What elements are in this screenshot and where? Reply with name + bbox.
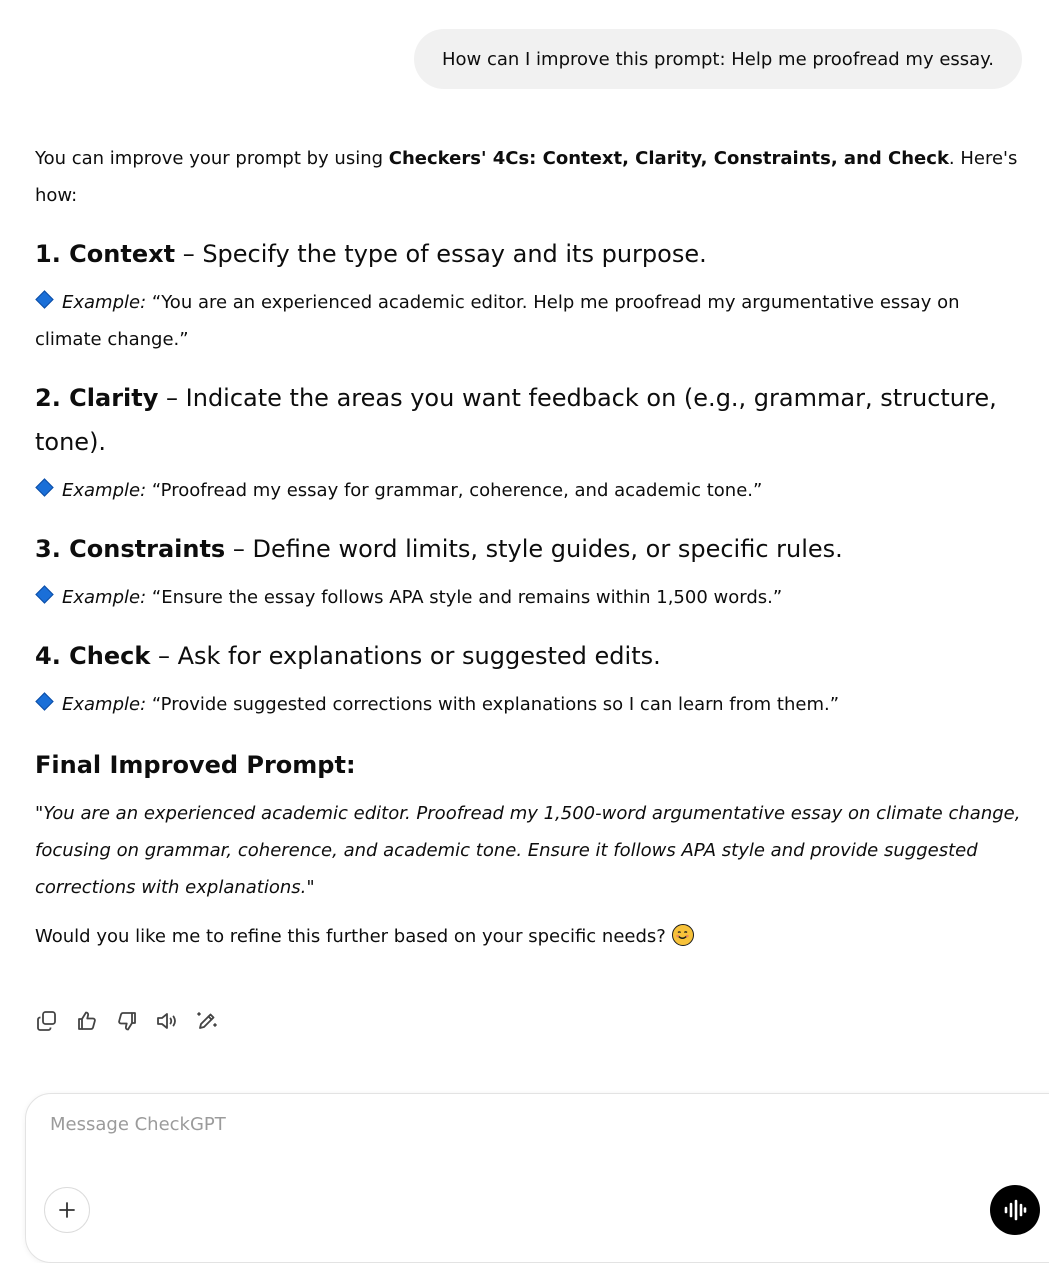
read-aloud-button[interactable] <box>155 1005 195 1037</box>
copy-button[interactable] <box>35 1005 75 1037</box>
final-prompt-text: "You are an experienced academic editor. Proofread my 1,500-word argumentative essay on climate change, focusing on grammar, coherence, and academic tone. Ensure it follows APA style and provide suggested corrections with explanations." <box>35 803 1021 898</box>
four-cs-highlight: Checkers' 4Cs: Context, Clarity, Constraints, and Check <box>388 148 949 169</box>
message-actions <box>35 1005 235 1037</box>
assistant-response <box>35 140 1025 955</box>
followup-question: Would you like me to refine this further based on your specific needs? <box>35 918 1025 955</box>
final-prompt-title: Final Improved Prompt: <box>35 751 356 779</box>
thumbs-up-icon <box>75 1009 99 1033</box>
blue-diamond-icon <box>35 478 53 496</box>
example-label: Example: <box>62 694 147 715</box>
edit-icon <box>195 1009 219 1033</box>
attach-button[interactable] <box>44 1187 90 1233</box>
section-title-check: 4. Check – Ask for explanations or suggested edits. <box>35 642 661 670</box>
blue-diamond-icon <box>35 585 53 603</box>
section-title-clarity: 2. Clarity – Indicate the areas you want feedback on (e.g., grammar, structure, tone). <box>35 384 997 456</box>
read-aloud-icon <box>155 1009 181 1033</box>
thumbs-down-icon <box>115 1009 139 1033</box>
blue-diamond-icon <box>35 290 53 308</box>
section-example-constraints: Example: “Ensure the essay follows APA style and remains within 1,500 words.” <box>35 579 1025 616</box>
response-intro: You can improve your prompt by using Checkers' 4Cs: Context, Clarity, Constraints, and Check. Here's how: <box>35 148 1018 206</box>
plus-icon <box>57 1200 77 1220</box>
voice-mode-button[interactable] <box>990 1185 1040 1235</box>
section-example-check: Example: “Provide suggested corrections with explanations so I can learn from them.” <box>35 686 1025 723</box>
section-example-context: Example: “You are an experienced academic editor. Help me proofread my argumentative essay on climate change.” <box>35 292 960 350</box>
copy-icon <box>35 1009 59 1033</box>
message-input[interactable] <box>50 1114 950 1135</box>
thumbs-down-button[interactable] <box>115 1005 155 1037</box>
user-message-bubble <box>414 29 1022 89</box>
audio-waveform-icon <box>1002 1199 1028 1221</box>
message-composer <box>25 1093 1049 1263</box>
user-message-text: How can I improve this prompt: Help me proofread my essay. <box>441 48 994 70</box>
smiling-face-icon <box>672 924 694 946</box>
section-title-context: 1. Context – Specify the type of essay and its purpose. <box>35 240 707 268</box>
blue-diamond-icon <box>35 692 53 710</box>
section-example-clarity: Example: “Proofread my essay for grammar, coherence, and academic tone.” <box>35 472 1025 509</box>
thumbs-up-button[interactable] <box>75 1005 115 1037</box>
example-label: Example: <box>62 292 147 313</box>
section-title-constraints: 3. Constraints – Define word limits, style guides, or specific rules. <box>35 535 843 563</box>
example-label: Example: <box>62 587 147 608</box>
example-label: Example: <box>62 480 147 501</box>
edit-button[interactable] <box>195 1005 235 1037</box>
